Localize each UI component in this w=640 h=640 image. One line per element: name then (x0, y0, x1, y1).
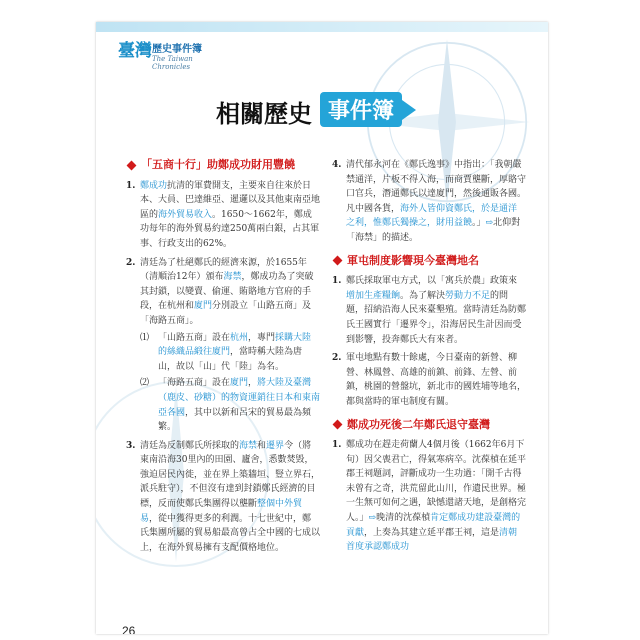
item-number: 1. (126, 180, 136, 191)
sub-item-text (158, 378, 320, 432)
section-heading-text: 「五商十行」助鄭成功財用豐饒 (141, 158, 295, 171)
body-text: 清廷為反制鄭氏所採取的 (140, 440, 240, 451)
item-text (140, 258, 313, 326)
item-text (346, 353, 526, 407)
sub-item-number: ⑴ (140, 332, 150, 343)
item-text (346, 440, 526, 552)
section-heading-text: 鄭成功死後二年鄭氏退守臺灣 (347, 417, 490, 431)
numbered-item (332, 274, 526, 347)
logo-title: 歷史事件簿 (152, 44, 202, 55)
numbered-item (126, 256, 320, 435)
continued-item (332, 158, 526, 246)
item-text (140, 441, 320, 553)
body-text: 「海路五商」設在 (158, 378, 231, 389)
section-heading (332, 254, 526, 269)
body-text: 和 (257, 440, 267, 451)
section-body (332, 438, 526, 555)
highlighted-text: 整個中外貿易 (140, 499, 303, 524)
numbered-item (332, 438, 526, 555)
item-number: 3. (126, 440, 136, 451)
section-body (332, 274, 526, 409)
section-heading-text: 軍屯制度影響現今臺灣地名 (347, 253, 479, 267)
page-title-tag: 事件簿 (320, 92, 402, 127)
highlighted-text: 海禁 (239, 440, 258, 451)
highlighted-text: 勞動力不足 (445, 290, 491, 301)
highlighted-text: 杭州 (230, 332, 249, 343)
section-heading (126, 158, 320, 173)
page-title-main: 相關歷史 (216, 99, 312, 128)
item-text (140, 181, 320, 249)
section-body (126, 179, 320, 556)
body-text: ，鄭成功為了突破其封鎖，以變賣、偷運、賄賂地方官府的手段，在杭州和 (140, 272, 314, 312)
body-text: 清廷為了杜絕鄭氏的經濟來源，於1655年（清順治12年）頒布 (140, 257, 307, 283)
highlighted-text: 將大陸及臺灣（鹿皮、砂糖）的物資運銷往日本和東南亞各國 (158, 378, 321, 418)
item-number: 2. (332, 353, 342, 364)
body-text: 令（將東南沿海30里內的田園、廬舍，悉數焚毀，強迫居民內徙，並在界上築牆垣、豎立界石，派兵駐守），不但沒有達到封鎖鄭氏經濟的目標，反而使鄭氏集團得以壟斷 (140, 440, 321, 510)
highlighted-text: 肯定鄭成功建設臺灣的貢獻 (346, 513, 521, 538)
body-text: 。」 (472, 218, 486, 229)
page-number: 26 (122, 624, 136, 634)
left-column (126, 158, 320, 559)
item-number: 1. (332, 276, 342, 287)
body-text: 軍屯地點有數十餘處，今日臺南的新營、柳營、林鳳營、高雄的前鎮、前鋒、左營、前鎮，桃園的營盤坑，新北市的國姓埔等地名，都與當時的軍屯制度有關。 (346, 353, 527, 407)
body-text: 鄭成功在趕走荷蘭人4個月後（1662年6月下旬）因父喪君亡，得氣寒病卒。沈葆楨在延平郡王祠題詞，評斷成功一生功過：「開千古得未曾有之奇，洪荒留此山川，作遺民世界。極一生無可如何之遇，缺憾還諸天地，是創格完人。」 (346, 440, 527, 524)
body-text: 晚清的沈葆楨 (376, 513, 431, 524)
numbered-item (126, 439, 320, 556)
logo-subtitle: The Taiwan Chronicles (152, 55, 193, 71)
body-text: 的問題，招納沿海人民來臺墾殖。當時清廷為防鄭氏王國實行「遷界令」，沿海居民生計因而受到影響，投奔鄭氏大有來者。 (346, 290, 527, 345)
item-number: 4. (332, 160, 342, 170)
item-number: 1. (332, 440, 342, 451)
highlighted-text: 遷界 (266, 440, 285, 451)
sub-item-number: ⑵ (140, 378, 150, 389)
item-text (346, 160, 526, 243)
section-heading (332, 418, 526, 433)
sub-item (140, 376, 320, 434)
body-text: 「山路五商」設在 (158, 332, 231, 343)
highlighted-text: ⇨ (368, 513, 377, 524)
body-text: 北仰對「海禁」的描述。 (346, 218, 521, 243)
body-text: 清代郁永河在《鄭氏逸事》中指出：「我朝嚴禁通洋，片板不得入海，而商賈壟斷，厚賂守口官兵，潛通鄭氏以達廈門，然後通販各國。凡中國各貨， (346, 160, 527, 214)
highlighted-text: 廈門 (194, 301, 213, 312)
body-text: 抗清的軍費開支，主要來自往來於日本、大員、巴達維亞、暹邏以及其他東南亞地區的 (140, 180, 321, 220)
highlighted-text: 海外貿易收入 (158, 209, 213, 220)
diamond-bullet-icon (333, 420, 343, 430)
body-text: 。為了解決 (400, 290, 446, 301)
body-text: 分別設立「山路五商」及「海路五商」。 (140, 301, 312, 326)
item-number: 2. (126, 257, 136, 268)
diamond-bullet-icon (333, 256, 343, 266)
body-text: ，專門 (248, 332, 276, 343)
highlighted-text: 廈門 (230, 378, 249, 389)
highlighted-text: 鄭成功 (140, 180, 168, 191)
highlighted-text: 清朝首度承認鄭成功 (346, 527, 518, 553)
body-text: 。1650～1662年，鄭成功每年的海外貿易約達250萬兩白銀，占其軍事、行政支出的62%。 (140, 209, 320, 249)
body-text: ，其中以新和呂宋的貿易最為頻繁。 (158, 407, 312, 433)
logo-mark: 臺灣 (118, 41, 152, 61)
body-text: ，從中獲得更多的利潤。十七世紀中，鄭氏集團所屬的貿易船最高曾占全中國的七成以上，在海外貿易擁有支配價格地位。 (140, 513, 321, 553)
item-text (346, 276, 526, 344)
highlighted-text: 增加生產糧餉 (346, 290, 401, 301)
body-text: ， (248, 378, 258, 389)
body-text: 鄭氏採取軍屯方式，以「寓兵於農」政策來 (346, 276, 518, 287)
numbered-item (126, 179, 320, 252)
highlighted-text: ⇨ (485, 218, 494, 229)
sub-item-text (158, 333, 311, 372)
highlighted-text: 海禁 (223, 272, 242, 283)
numbered-item (332, 158, 526, 246)
top-decorative-strip (96, 22, 548, 32)
book-page (96, 22, 548, 634)
body-text: ，上奏為其建立延平郡王祠，這是 (364, 527, 500, 538)
body-text: ，當時稱大陸為唐山，故以「山」代「陸」為名。 (158, 347, 303, 372)
right-column (332, 158, 526, 559)
sub-item (140, 331, 320, 375)
numbered-item (332, 351, 526, 409)
series-logo (118, 36, 228, 76)
diamond-bullet-icon (127, 160, 137, 170)
highlighted-text: 海外人皆仰資鄭氏，於是通洋之利，惟鄭氏獨操之，財用益饒 (346, 203, 518, 229)
highlighted-text: 採購大陸的絲織品緞往廈門 (158, 332, 312, 358)
